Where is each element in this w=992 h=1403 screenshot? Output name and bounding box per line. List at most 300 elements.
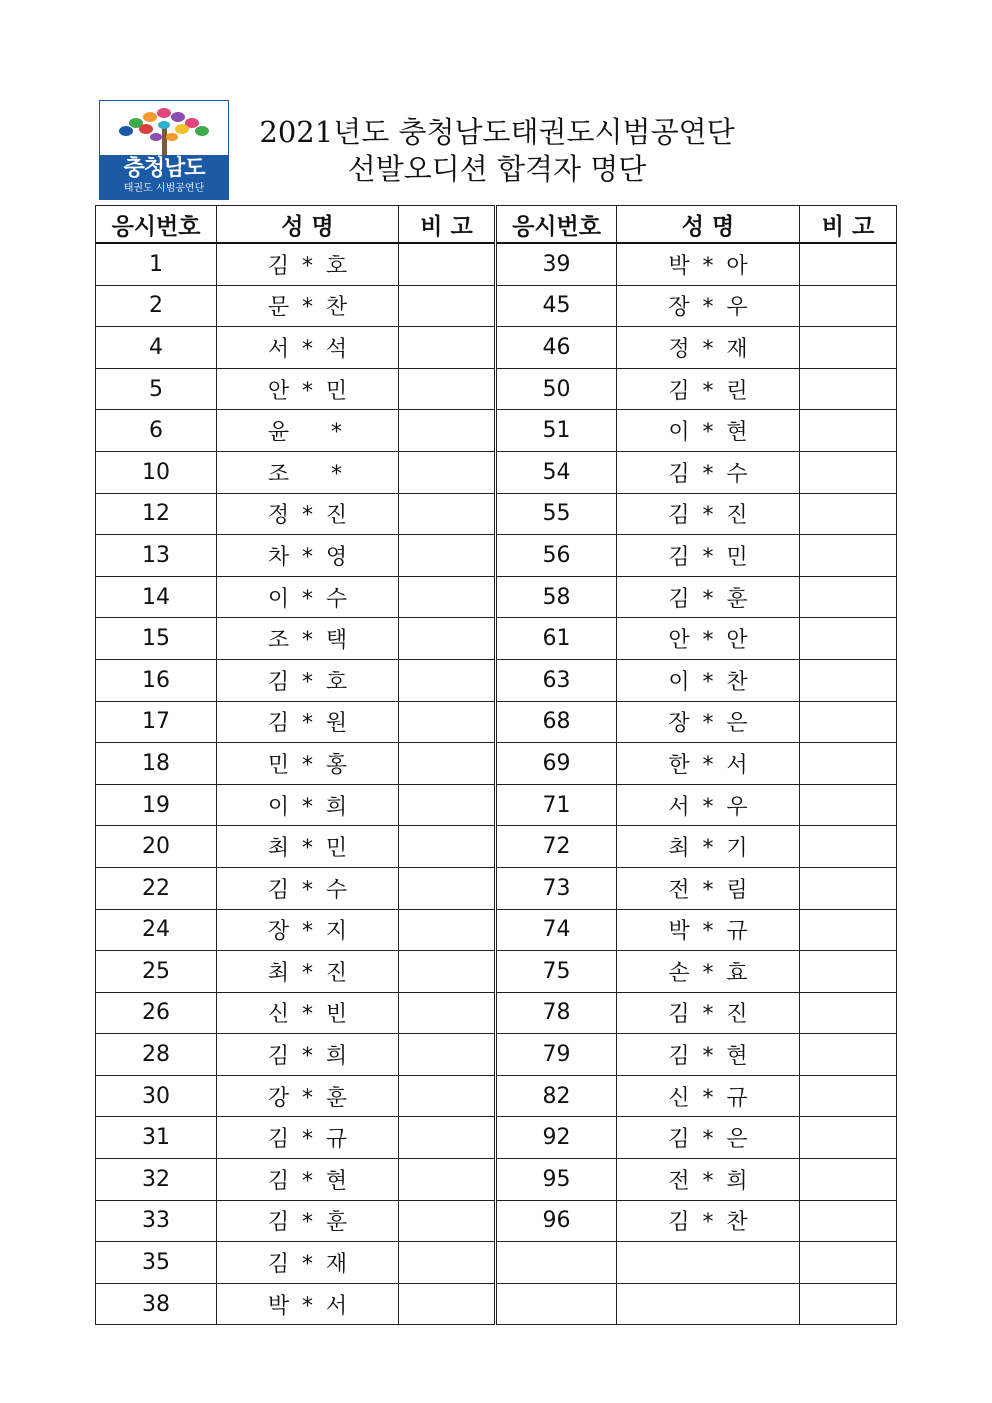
name-given: 진: [325, 960, 348, 986]
name-given: 훈: [325, 1210, 348, 1236]
applicant-number: 19: [96, 784, 217, 826]
applicant-name: [217, 701, 399, 743]
applicant-name: [617, 1034, 800, 1076]
name-given: 수: [726, 461, 748, 487]
note-cell: [800, 992, 897, 1034]
note-cell: [800, 909, 897, 951]
name-given: 우: [726, 794, 748, 820]
name-mask: *: [302, 752, 313, 778]
name-given: 찬: [726, 1210, 748, 1236]
name-given: 민: [325, 378, 348, 404]
note-cell: [800, 784, 897, 826]
applicant-number: 35: [96, 1242, 217, 1284]
applicant-name: [217, 1117, 399, 1159]
applicant-number: 28: [96, 1034, 217, 1076]
name-given: 현: [325, 1168, 348, 1194]
name-given: 훈: [325, 1085, 348, 1111]
name-given: 기: [726, 836, 748, 862]
name-given: 택: [325, 628, 348, 654]
applicant-name: [617, 1242, 800, 1284]
applicant-name: [617, 659, 800, 701]
applicant-number: 38: [96, 1283, 217, 1325]
applicant-number: 69: [496, 743, 617, 785]
applicant-name: [617, 1200, 800, 1242]
applicant-number: 6: [96, 410, 217, 452]
applicant-number: 82: [496, 1075, 617, 1117]
name-mask: *: [302, 586, 313, 612]
name-given: 수: [325, 586, 348, 612]
applicant-name: [617, 535, 800, 577]
note-cell: [800, 285, 897, 327]
name-given: 찬: [325, 295, 348, 321]
name-mask: *: [702, 503, 714, 529]
name-mask: *: [302, 378, 313, 404]
name-mask: *: [702, 336, 714, 362]
name-family: 전: [668, 1168, 690, 1194]
name-mask: *: [302, 295, 313, 321]
applicant-name: [617, 909, 800, 951]
name-family: 민: [267, 752, 290, 778]
applicant-number: 73: [496, 867, 617, 909]
tree-emblem-icon: [100, 101, 228, 157]
name-given: 석: [325, 336, 348, 362]
note-cell: [800, 618, 897, 660]
note-cell: [800, 826, 897, 868]
table-row: [96, 576, 897, 618]
name-family: 이: [267, 586, 290, 612]
name-mask: *: [302, 1210, 313, 1236]
note-cell: [800, 410, 897, 452]
name-given: 효: [726, 960, 748, 986]
table-row: [96, 784, 897, 826]
name-mask: *: [702, 836, 714, 862]
applicant-number: 54: [496, 451, 617, 493]
table-row: [96, 243, 897, 285]
name-family: 서: [668, 794, 690, 820]
header-number-right: 응시번호: [496, 206, 617, 244]
applicant-number: 74: [496, 909, 617, 951]
header-name-right: 성 명: [617, 206, 800, 244]
note-cell: [399, 659, 496, 701]
name-family: 김: [668, 461, 690, 487]
note-cell: [800, 1283, 897, 1325]
table-row: [96, 327, 897, 369]
note-cell: [800, 1242, 897, 1284]
applicant-name: [217, 867, 399, 909]
applicant-name: [617, 867, 800, 909]
note-cell: [800, 1159, 897, 1201]
applicant-number: 96: [496, 1200, 617, 1242]
applicant-name: [617, 285, 800, 327]
table-row: [96, 1075, 897, 1117]
note-cell: [399, 951, 496, 993]
applicant-number: 1: [96, 243, 217, 285]
name-family: 조: [267, 628, 290, 654]
note-cell: [800, 701, 897, 743]
name-mask: *: [702, 544, 714, 570]
applicant-number: 50: [496, 368, 617, 410]
applicant-name: [217, 327, 399, 369]
table-row: [96, 992, 897, 1034]
applicant-name: [617, 243, 800, 285]
table-row: [96, 1117, 897, 1159]
name-mask: *: [302, 1168, 313, 1194]
name-mask: *: [702, 794, 714, 820]
note-cell: [800, 1075, 897, 1117]
note-cell: [399, 1242, 496, 1284]
applicant-number: 14: [96, 576, 217, 618]
note-cell: [800, 1034, 897, 1076]
table-row: [96, 1034, 897, 1076]
table-row: [96, 867, 897, 909]
applicant-number: 33: [96, 1200, 217, 1242]
note-cell: [399, 535, 496, 577]
note-cell: [399, 1034, 496, 1076]
note-cell: [399, 368, 496, 410]
applicant-number: 78: [496, 992, 617, 1034]
note-cell: [800, 535, 897, 577]
applicant-name: [617, 576, 800, 618]
name-given: 재: [325, 1252, 348, 1278]
name-family: 김: [267, 1044, 290, 1070]
table-row: [96, 1159, 897, 1201]
name-given: 현: [726, 1044, 748, 1070]
applicant-number: 25: [96, 951, 217, 993]
name-mask: *: [702, 877, 714, 903]
name-given: 호: [325, 253, 348, 279]
name-mask: *: [302, 711, 313, 737]
name-mask: *: [302, 919, 313, 945]
applicant-name: [617, 327, 800, 369]
applicant-number: 30: [96, 1075, 217, 1117]
name-family: 김: [668, 544, 690, 570]
note-cell: [800, 493, 897, 535]
applicant-number: 55: [496, 493, 617, 535]
name-mask: *: [302, 1085, 313, 1111]
note-cell: [800, 327, 897, 369]
name-family: 김: [267, 253, 290, 279]
applicant-name: [217, 1242, 399, 1284]
table-row: [96, 1283, 897, 1325]
name-given: 진: [726, 1002, 748, 1028]
name-mask: *: [702, 461, 714, 487]
note-cell: [800, 1200, 897, 1242]
table-row: [96, 1200, 897, 1242]
name-family: 손: [668, 960, 690, 986]
header-name-left: 성 명: [217, 206, 399, 244]
name-family: 박: [668, 253, 690, 279]
applicant-name: [217, 368, 399, 410]
applicant-number: [496, 1242, 617, 1284]
name-family: 장: [668, 295, 690, 321]
name-family: 윤: [267, 420, 290, 446]
applicant-name: [617, 410, 800, 452]
name-given: 은: [726, 1127, 748, 1153]
name-given: 민: [325, 836, 348, 862]
name-given: *: [331, 461, 342, 487]
name-mask: *: [702, 1127, 714, 1153]
applicant-name: [217, 618, 399, 660]
note-cell: [399, 327, 496, 369]
name-family: 김: [668, 1002, 690, 1028]
applicant-name: [617, 826, 800, 868]
applicant-number: 58: [496, 576, 617, 618]
applicant-name: [217, 743, 399, 785]
name-family: 최: [267, 960, 290, 986]
note-cell: [399, 743, 496, 785]
name-mask: *: [302, 1044, 313, 1070]
name-family: 김: [668, 503, 690, 529]
name-family: 정: [267, 503, 290, 529]
name-family: 김: [668, 1127, 690, 1153]
name-given: 희: [325, 1044, 348, 1070]
name-given: 서: [726, 752, 748, 778]
applicant-number: 24: [96, 909, 217, 951]
name-mask: *: [302, 836, 313, 862]
applicant-name: [617, 618, 800, 660]
applicant-name: [217, 1200, 399, 1242]
applicant-number: 92: [496, 1117, 617, 1159]
name-family: 김: [668, 1044, 690, 1070]
name-family: 김: [668, 378, 690, 404]
table-row: [96, 909, 897, 951]
name-family: 장: [668, 711, 690, 737]
name-given: 진: [726, 503, 748, 529]
name-family: 전: [668, 877, 690, 903]
name-mask: *: [302, 1293, 313, 1319]
name-given: 현: [726, 420, 748, 446]
name-mask: *: [302, 628, 313, 654]
name-mask: *: [302, 877, 313, 903]
applicant-number: 12: [96, 493, 217, 535]
table-row: [96, 285, 897, 327]
logo-subtitle: 태권도 시범공연단: [123, 183, 205, 194]
name-given: 홍: [325, 752, 348, 778]
note-cell: [800, 659, 897, 701]
name-mask: *: [702, 711, 714, 737]
name-family: 서: [267, 336, 290, 362]
applicant-name: [617, 951, 800, 993]
applicant-number: 95: [496, 1159, 617, 1201]
applicant-name: [217, 1075, 399, 1117]
name-family: 김: [267, 669, 290, 695]
applicant-number: 4: [96, 327, 217, 369]
name-mask: *: [302, 544, 313, 570]
applicant-number: 51: [496, 410, 617, 452]
name-family: 최: [668, 836, 690, 862]
note-cell: [399, 867, 496, 909]
applicant-name: [217, 1034, 399, 1076]
name-family: 장: [267, 919, 290, 945]
applicant-name: [217, 951, 399, 993]
note-cell: [800, 743, 897, 785]
note-cell: [800, 867, 897, 909]
name-given: 원: [325, 711, 348, 737]
note-cell: [399, 285, 496, 327]
applicant-number: 63: [496, 659, 617, 701]
applicant-name: [217, 826, 399, 868]
note-cell: [399, 493, 496, 535]
table-row: [96, 493, 897, 535]
name-given: 호: [325, 669, 348, 695]
applicant-name: [617, 451, 800, 493]
note-cell: [399, 451, 496, 493]
table-row: [96, 535, 897, 577]
name-mask: *: [702, 752, 714, 778]
applicant-number: 45: [496, 285, 617, 327]
applicant-name: [217, 493, 399, 535]
name-given: *: [331, 420, 342, 446]
header-note-right: 비 고: [800, 206, 897, 244]
name-family: 신: [267, 1002, 290, 1028]
name-family: 안: [668, 628, 690, 654]
name-mask: *: [702, 628, 714, 654]
name-mask: *: [702, 1085, 714, 1111]
name-mask: *: [702, 420, 714, 446]
applicant-name: [617, 784, 800, 826]
applicant-number: 26: [96, 992, 217, 1034]
name-family: 김: [668, 586, 690, 612]
applicant-number: 2: [96, 285, 217, 327]
applicant-number: 75: [496, 951, 617, 993]
table-row: [96, 743, 897, 785]
name-mask: *: [302, 336, 313, 362]
table-header-row: [96, 206, 897, 244]
name-given: 아: [726, 253, 748, 279]
applicant-name: [217, 285, 399, 327]
name-given: 희: [325, 794, 348, 820]
name-given: 수: [325, 877, 348, 903]
header-note-left: 비 고: [399, 206, 496, 244]
name-family: 김: [267, 1210, 290, 1236]
header-number-left: 응시번호: [96, 206, 217, 244]
name-mask: *: [702, 1044, 714, 1070]
applicant-name: [217, 659, 399, 701]
note-cell: [800, 1117, 897, 1159]
note-cell: [399, 1117, 496, 1159]
applicant-name: [217, 992, 399, 1034]
applicant-name: [217, 1283, 399, 1325]
logo: [99, 100, 229, 200]
name-given: 규: [325, 1127, 348, 1153]
name-mask: *: [702, 378, 714, 404]
note-cell: [399, 618, 496, 660]
name-mask: *: [302, 503, 313, 529]
applicant-number: 22: [96, 867, 217, 909]
name-family: 이: [267, 794, 290, 820]
name-family: 박: [668, 919, 690, 945]
name-given: 찬: [726, 669, 748, 695]
table-row: [96, 1242, 897, 1284]
name-family: 김: [267, 1168, 290, 1194]
applicant-number: 16: [96, 659, 217, 701]
applicant-name: [217, 784, 399, 826]
applicant-name: [217, 1159, 399, 1201]
name-family: 정: [668, 336, 690, 362]
name-family: 김: [267, 711, 290, 737]
name-given: 린: [726, 378, 748, 404]
name-mask: *: [702, 1168, 714, 1194]
name-mask: *: [702, 919, 714, 945]
name-family: 안: [267, 378, 290, 404]
table-row: [96, 826, 897, 868]
applicant-number: 72: [496, 826, 617, 868]
applicant-name: [617, 1159, 800, 1201]
applicant-name: [617, 743, 800, 785]
name-family: 강: [267, 1085, 290, 1111]
name-mask: *: [302, 669, 313, 695]
applicant-number: 10: [96, 451, 217, 493]
name-mask: *: [702, 586, 714, 612]
note-cell: [800, 368, 897, 410]
name-mask: *: [302, 960, 313, 986]
applicant-name: [617, 1075, 800, 1117]
name-given: 은: [726, 711, 748, 737]
name-given: 안: [726, 628, 748, 654]
name-given: 규: [726, 1085, 748, 1111]
name-mask: *: [302, 794, 313, 820]
applicant-number: 71: [496, 784, 617, 826]
name-given: 서: [325, 1293, 348, 1319]
name-family: 김: [267, 1127, 290, 1153]
table-row: [96, 368, 897, 410]
note-cell: [399, 909, 496, 951]
note-cell: [399, 1159, 496, 1201]
name-family: 이: [668, 669, 690, 695]
name-family: 김: [267, 1252, 290, 1278]
applicant-name: [617, 992, 800, 1034]
note-cell: [800, 243, 897, 285]
applicant-name: [617, 701, 800, 743]
name-family: 차: [267, 544, 290, 570]
document-title-line-2: 선발오디션 합격자 명단: [347, 152, 647, 186]
table-row: [96, 451, 897, 493]
applicant-number: 15: [96, 618, 217, 660]
name-mask: *: [702, 669, 714, 695]
applicant-name: [617, 493, 800, 535]
applicant-name: [217, 243, 399, 285]
name-mask: *: [702, 253, 714, 279]
name-given: 진: [325, 503, 348, 529]
applicant-number: 39: [496, 243, 617, 285]
name-family: 이: [668, 420, 690, 446]
name-given: 지: [325, 919, 348, 945]
name-given: 희: [726, 1168, 748, 1194]
name-mask: *: [702, 295, 714, 321]
applicant-number: 13: [96, 535, 217, 577]
name-given: 림: [726, 877, 748, 903]
table-row: [96, 701, 897, 743]
name-given: 훈: [726, 586, 748, 612]
name-mask: *: [302, 1002, 313, 1028]
note-cell: [399, 701, 496, 743]
note-cell: [399, 576, 496, 618]
name-family: 최: [267, 836, 290, 862]
table-row: [96, 618, 897, 660]
note-cell: [399, 1283, 496, 1325]
applicant-number: 18: [96, 743, 217, 785]
name-mask: *: [702, 960, 714, 986]
note-cell: [800, 576, 897, 618]
applicant-name: [617, 1117, 800, 1159]
name-mask: *: [702, 1210, 714, 1236]
name-family: 조: [267, 461, 290, 487]
note-cell: [800, 951, 897, 993]
name-given: 규: [726, 919, 748, 945]
applicant-name: [217, 576, 399, 618]
note-cell: [399, 243, 496, 285]
note-cell: [399, 1075, 496, 1117]
